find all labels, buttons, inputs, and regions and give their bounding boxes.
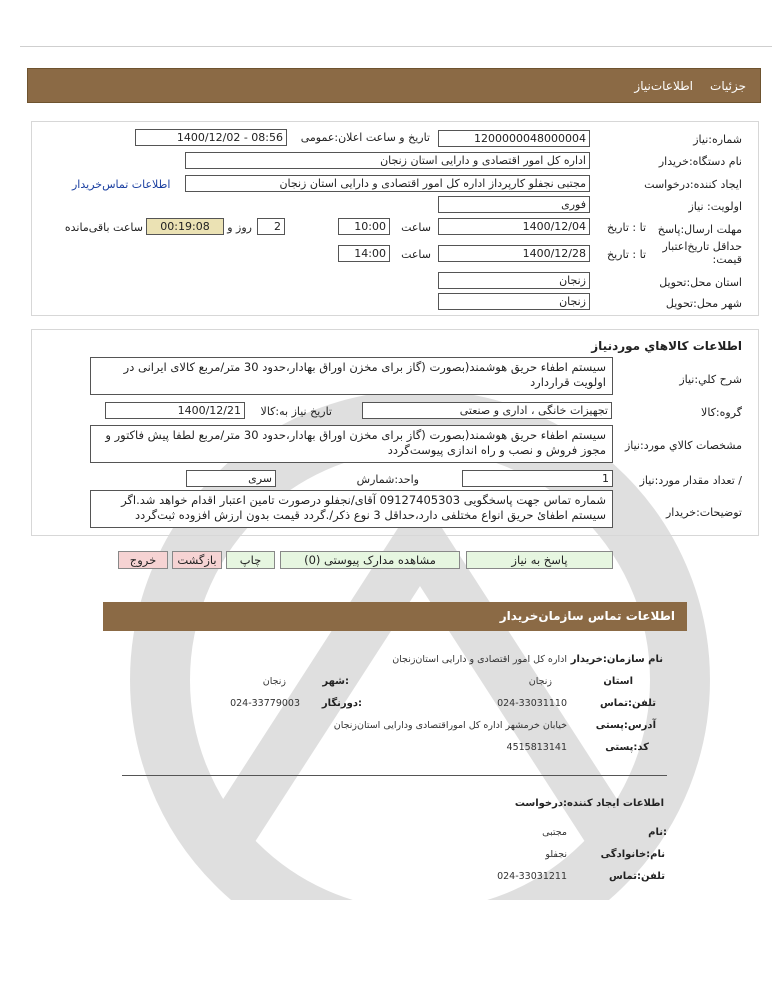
contact-fax-label: :دورنگار	[321, 698, 362, 709]
creator-family-label: نام:خانوادگی	[600, 849, 665, 860]
contact-postal-label: کد:پستی	[605, 742, 649, 753]
priority-field: فوری	[438, 196, 590, 213]
buyer-org-label: نام دستگاه:خریدار	[658, 155, 742, 168]
city-field: زنجان	[438, 293, 590, 310]
reply-date-field: 1400/12/04	[438, 218, 590, 235]
announce-label: تاریخ و ساعت اعلان:عمومی	[300, 131, 430, 144]
summary-field: سیستم اطفاء حریق هوشمند(بصورت (گاز برای مخزن اوراق بهادار،حدود 30 متر/مربع کالای ایرانی در اولویت قراردارد	[90, 357, 613, 395]
goods-section-title: اطلاعات کالاهاي موردنياز	[591, 339, 742, 353]
contact-fax-value: 024-33779003	[230, 698, 300, 709]
unit-field: سری	[186, 470, 276, 487]
reply-time-label: ساعت	[401, 221, 431, 234]
price-to-date-label: تا : تاریخ	[607, 248, 646, 261]
contact-org-label: نام سازمان:خریدار	[570, 654, 663, 665]
days-field: 2	[257, 218, 285, 235]
group-label: گروه:کالا	[701, 406, 742, 419]
creator-name-label: :نام	[648, 827, 667, 838]
contact-address-label: آدرس:پستی	[595, 720, 656, 731]
priority-label: اولویت: نیاز	[688, 200, 742, 213]
page-header	[27, 68, 761, 103]
tab-need-info[interactable]: اطلاعات‌نیاز	[634, 79, 693, 93]
remaining-time-field: 00:19:08	[146, 218, 224, 235]
province-field: زنجان	[438, 272, 590, 289]
print-button[interactable]: چاپ	[226, 551, 275, 569]
remaining-label: ساعت باقی‌مانده	[64, 221, 143, 234]
contact-title: اطلاعات تماس سازمان‌خریدار	[499, 609, 675, 623]
contact-phone-value: 024-33031110	[497, 698, 567, 709]
creator-family-value: نجفلو	[545, 849, 567, 860]
contact-phone-label: تلفن:تماس	[599, 698, 656, 709]
qty-field: 1	[462, 470, 613, 487]
contact-divider	[122, 775, 667, 776]
unit-label: واحد:شمارش	[356, 473, 419, 486]
desc-field: شماره تماس جهت پاسخگویی 09127405303 آقای/نجفلو درصورت تامین اعتبار اقدام خواهد شد.اگر سیستم اطفائ حریق انواع مختلفی دارد،حداقل 3 نوع ذکر/.گردد قیمت بدون ارزش افزوده ثبت‌گردد	[90, 490, 613, 528]
creator-phone-label: تلفن:تماس	[608, 871, 665, 882]
tab-details[interactable]: جزئیات	[710, 79, 746, 93]
desc-label: توضيحات:خريدار	[666, 506, 742, 519]
contact-header	[103, 602, 687, 631]
spec-field: سیستم اطفاء حریق هوشمند(بصورت (گاز برای مخزن اوراق بهادار،حدود 30 متر/مربع لطفا پیش فاکتور و مجوز فروش و نصب و راه اندازی پیوست‌گردد	[90, 425, 613, 463]
attachments-button[interactable]: مشاهده مدارک پیوستی (0)	[280, 551, 460, 569]
group-field: تجهیزات خانگی ، اداری و صنعتی	[362, 402, 612, 419]
need-number-field: 1200000048000004	[438, 130, 590, 147]
announce-field: 1400/12/02 - 08:56	[135, 129, 287, 146]
province-label: استان محل:تحویل	[659, 276, 742, 289]
buyer-org-field: اداره کل امور اقتصادی و دارایی استان زنجان	[185, 152, 590, 169]
need-number-label: شماره:نیاز	[693, 133, 742, 146]
contact-province-value: زنجان	[528, 676, 552, 687]
reply-to-date-label: تا : تاریخ	[607, 221, 646, 234]
spec-label: مشخصات کالاي مورد:نياز	[624, 439, 742, 452]
exit-button[interactable]: خروج	[118, 551, 168, 569]
creator-info-title: اطلاعات ایجاد کننده:درخواست	[514, 798, 664, 809]
contact-city-label: :شهر	[322, 676, 349, 687]
need-date-label: تاریخ نیاز به:کالا	[260, 405, 332, 418]
creator-name-value: مجتبی	[542, 827, 567, 838]
contact-address-value: خیابان خرمشهر اداره کل امور‌اقتصادی ودارایی استان‌زنجان	[333, 720, 567, 731]
price-time-field: 14:00	[338, 245, 390, 262]
price-validity-label: حداقل تاریخ‌اعتبار قیمت:	[662, 240, 742, 266]
creator-field: مجتبی نجفلو کارپرداز اداره کل امور اقتصادی و دارایی استان زنجان	[185, 175, 590, 192]
contact-postal-value: 4515813141	[506, 742, 567, 753]
reply-deadline-label: مهلت ارسال:پاسخ	[657, 223, 742, 236]
days-label: روز و	[227, 221, 252, 234]
creator-phone-value: 024-33031211	[497, 871, 567, 882]
summary-label: شرح کلي:نياز	[679, 373, 742, 386]
qty-label: / تعداد مقدار مورد:نياز	[639, 474, 742, 487]
contact-org-value: اداره کل امور اقتصادی و دارایی استان‌زنجان	[392, 654, 567, 665]
back-button[interactable]: بازگشت	[172, 551, 222, 569]
buyer-contact-link[interactable]: اطلاعات تماس‌خریدار	[72, 178, 171, 191]
need-date-field: 1400/12/21	[105, 402, 245, 419]
price-date-field: 1400/12/28	[438, 245, 590, 262]
reply-time-field: 10:00	[338, 218, 390, 235]
city-label: شهر محل:تحویل	[665, 297, 742, 310]
top-divider	[20, 46, 772, 47]
contact-city-value: زنجان	[262, 676, 286, 687]
contact-province-label: استان	[603, 676, 633, 687]
reply-button[interactable]: پاسخ به نیاز	[466, 551, 613, 569]
creator-label: ایجاد کننده:درخواست	[644, 178, 742, 191]
need-info-panel	[31, 121, 759, 316]
price-time-label: ساعت	[401, 248, 431, 261]
